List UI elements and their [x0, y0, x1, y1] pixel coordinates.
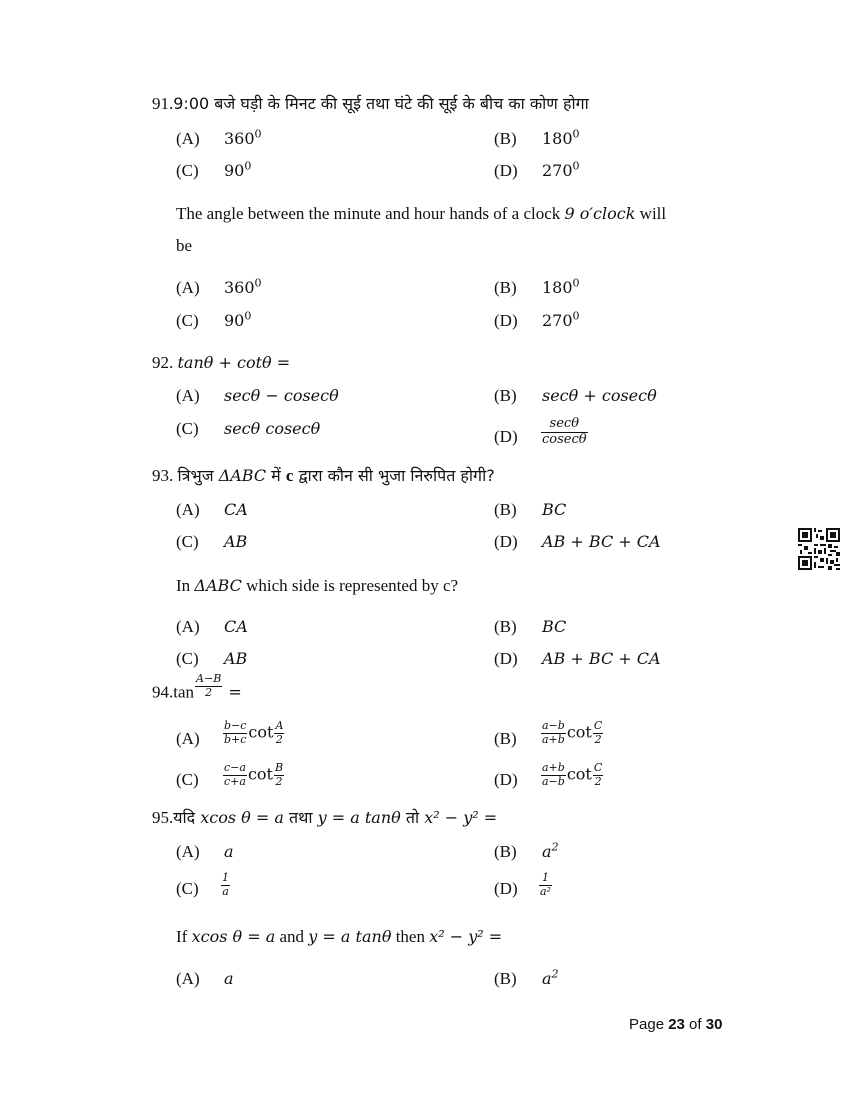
q91-hindi-stem: [152, 94, 589, 114]
q95-label-d: (D): [494, 879, 518, 898]
q93-label-a: (A): [176, 500, 200, 519]
q95-en-option-b: $a^2$: [542, 967, 559, 988]
q91-en-option-a: $360^0$: [224, 276, 262, 297]
q95-label-a: (A): [176, 842, 200, 861]
q91-label-a: (A): [176, 129, 200, 148]
q95-option-c: $\frac{1}{a}$: [222, 871, 229, 898]
q92-option-b: secθ + cosecθ: [542, 386, 657, 405]
q94-stem: 94.tan $\frac{A-B}{2}$ =: [152, 672, 242, 702]
q95-hindi-stem: 95.यदि xcos θ = a तथा y = a tanθ तो x² − y² =: [152, 808, 498, 827]
q94-label-b: (B): [494, 729, 517, 748]
q93-label-b: (B): [494, 500, 517, 519]
qr-code-icon: [798, 528, 840, 570]
q94-option-c: $\frac{c-a}{c+a}$ cot $\frac{B}{2}$: [224, 761, 284, 788]
q91-number: 91.: [152, 94, 174, 113]
q95-label-b: (B): [494, 842, 517, 861]
q94-option-a: $\frac{b-c}{b+c}$ cot $\frac{A}{2}$: [224, 719, 284, 746]
q95-en-label-b: (B): [494, 969, 517, 988]
current-page-number: 23: [668, 1016, 685, 1033]
q94-label-c: (C): [176, 770, 199, 789]
q93-en-label-c: (C): [176, 649, 199, 668]
q92-label-b: (B): [494, 386, 517, 405]
q91-hindi-text: बजे घड़ी के मिनट की सूई तथा घंटे की सूई के बीच का कोण होगा: [209, 94, 589, 113]
q92-label-a: (A): [176, 386, 200, 405]
q91-en-option-c: $90^0$: [224, 309, 252, 330]
q91-option-c: $90^0$: [224, 159, 252, 180]
q93-option-b: BC: [542, 500, 567, 519]
q92-label-c: (C): [176, 419, 199, 438]
q91-time: 9:00: [173, 94, 210, 113]
q93-en-option-d: AB + BC + CA: [542, 649, 661, 668]
q92-stem: 92. tanθ + cotθ =: [152, 353, 291, 372]
q91-label-c: (C): [176, 161, 199, 180]
q93-option-a: CA: [224, 500, 248, 519]
q93-en-option-b: BC: [542, 617, 567, 636]
q91-option-b: $180^0$: [542, 127, 580, 148]
q94-option-d: $\frac{a+b}{a-b}$ cot $\frac{C}{2}$: [542, 761, 603, 788]
q91-english-stem-cont: be: [176, 236, 193, 255]
q94-label-d: (D): [494, 770, 518, 789]
q93-hindi-stem: 93. त्रिभुज ΔABC में c द्वारा कौन सी भुजा निरुपित होगी?: [152, 466, 495, 485]
q93-en-option-a: CA: [224, 617, 248, 636]
q92-option-a: secθ − cosecθ: [224, 386, 339, 405]
page-footer: Page 23 of 30: [629, 1016, 723, 1033]
q91-en-option-b: $180^0$: [542, 276, 580, 297]
q91-label-b: (B): [494, 129, 517, 148]
q95-label-c: (C): [176, 879, 199, 898]
q94-option-b: $\frac{a-b}{a+b}$ cot $\frac{C}{2}$: [542, 719, 603, 746]
q92-option-d: $\frac{\sec\theta}{cosec\theta}$: [542, 416, 587, 447]
q93-en-label-b: (B): [494, 617, 517, 636]
q93-option-c: AB: [224, 532, 248, 551]
q91-option-a: $360^0$: [224, 127, 262, 148]
q95-option-b: $a^2$: [542, 840, 559, 861]
q95-en-label-a: (A): [176, 969, 200, 988]
q91-label-d: (D): [494, 161, 518, 180]
q91-english-math: 9 o′clock: [564, 204, 636, 223]
q93-en-label-d: (D): [494, 649, 518, 668]
q93-english-stem: In ΔABC which side is represented by c?: [176, 576, 459, 595]
q95-en-option-a: a: [224, 969, 234, 988]
q95-option-a: a: [224, 842, 234, 861]
q94-label-a: (A): [176, 729, 200, 748]
q91-en-label-d: (D): [494, 311, 518, 330]
q91-option-d: $270^0$: [542, 159, 580, 180]
q93-label-d: (D): [494, 532, 518, 551]
q93-en-option-c: AB: [224, 649, 248, 668]
q92-option-c: secθ cosecθ: [224, 419, 321, 438]
total-pages: 30: [705, 1016, 723, 1033]
q95-option-d: $\frac{1}{\text{a²}}$: [540, 871, 551, 898]
q91-en-label-c: (C): [176, 311, 199, 330]
q93-option-d: AB + BC + CA: [542, 532, 661, 551]
q93-label-c: (C): [176, 532, 199, 551]
q92-label-d: (D): [494, 427, 518, 446]
q91-english-stem: The angle between the minute and hour hands of a clock 9 o′clock will: [176, 204, 667, 223]
q91-en-option-d: $270^0$: [542, 309, 580, 330]
q91-en-label-a: (A): [176, 278, 200, 297]
q95-english-stem: If xcos θ = a and y = a tanθ then x² − y² =: [176, 927, 503, 946]
q91-en-label-b: (B): [494, 278, 517, 297]
q93-en-label-a: (A): [176, 617, 200, 636]
